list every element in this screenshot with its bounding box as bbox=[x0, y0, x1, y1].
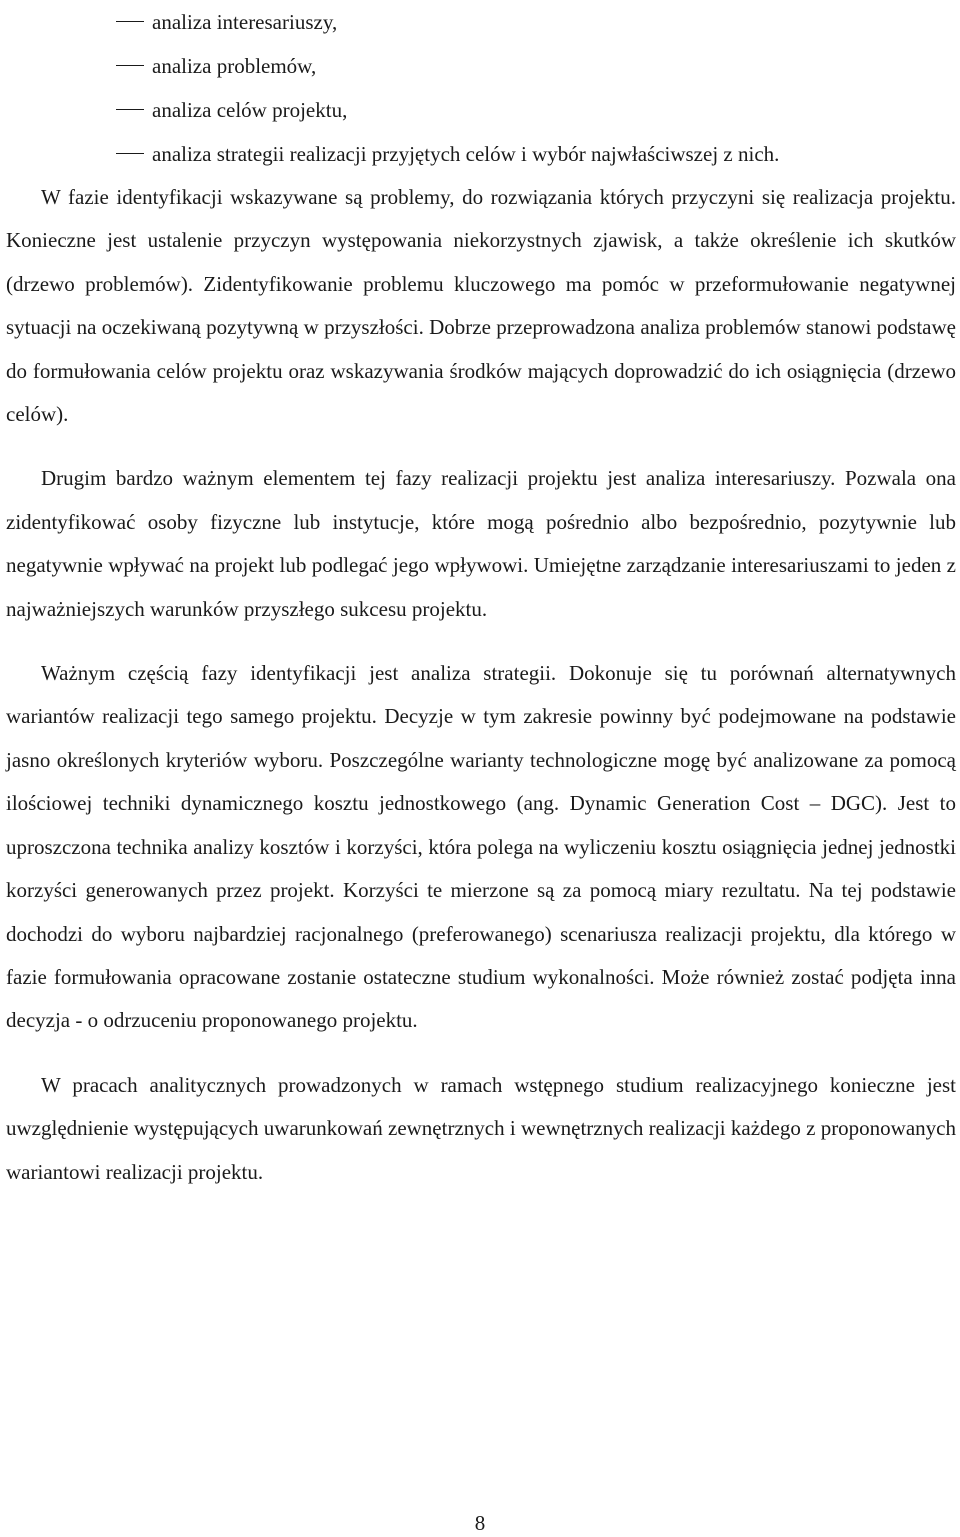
page-number: 8 bbox=[474, 1511, 486, 1535]
list-item-text: analiza interesariuszy, bbox=[152, 10, 338, 34]
list-item bbox=[6, 132, 956, 176]
dash-bullet-icon bbox=[116, 109, 144, 110]
paragraph-strategy-analysis: Ważnym częścią fazy identyfikacji jest analiza strategii. Dokonuje się tu porównań alternatywnych wariantów realizacji tego samego projektu. Decyzje w tym zakresie powinny być podejmowane na podstawie jasno określonych kryteriów wyboru. Poszczególne warianty technologiczne mogę być analizowane za pomocą ilościowej techniki dynamicznego kosztu jednostkowego (ang. Dynamic Generation Cost – DGC). Jest to uproszczona technika analizy kosztów i korzyści, która polega na wyliczeniu kosztu osiągnięcia jednej jednostki korzyści generowanych przez projekt. Korzyści te mierzone są za pomocą miary rezultatu. Na tej podstawie dochodzi do wyboru najbardziej racjonalnego (preferowanego) scenariusza realizacji projektu, dla którego w fazie formułowania opracowane zostanie ostateczne studium wykonalności. Może również zostać podjęta inna decyzja - o odrzuceniu proponowanego projektu. bbox=[6, 661, 956, 1033]
list-item bbox=[6, 0, 956, 44]
list-item-text: analiza problemów, bbox=[152, 54, 317, 78]
list-item-text: analiza celów projektu, bbox=[152, 98, 348, 122]
dash-bullet-icon bbox=[116, 21, 144, 22]
list-item bbox=[6, 44, 956, 88]
document-page bbox=[6, 0, 956, 1194]
paragraph-stakeholder-analysis: Drugim bardzo ważnym elementem tej fazy realizacji projektu jest analiza interesariuszy. Pozwala ona zidentyfikować osoby fizyczne lub instytucje, które mogą pośrednio albo bezpośrednio, pozytywnie lub negatywnie wpływać na projekt lub podlegać jego wpływowi. Umiejętne zarządzanie interesariuszami to jeden z najważniejszych warunków przyszłego sukcesu projektu. bbox=[6, 466, 956, 621]
paragraph-identification-phase: W fazie identyfikacji wskazywane są problemy, do rozwiązania których przyczyni się realizacja projektu. Konieczne jest ustalenie przyczyn występowania niekorzystnych zjawisk, a także określenie ich skutków (drzewo problemów). Zidentyfikowanie problemu kluczowego ma pomóc w przeformułowanie negatywnej sytuacji na oczekiwaną pozytywną w przyszłości. Dobrze przeprowadzona analiza problemów stanowi podstawę do formułowania celów projektu oraz wskazywania środków mających doprowadzić do ich osiągnięcia (drzewo celów). bbox=[6, 185, 956, 427]
list-item bbox=[6, 88, 956, 132]
dash-bullet-icon bbox=[116, 65, 144, 66]
list-item-text: analiza strategii realizacji przyjętych celów i wybór najwłaściwszej z nich. bbox=[152, 142, 780, 166]
bullet-list bbox=[6, 0, 956, 176]
dash-bullet-icon bbox=[116, 153, 144, 154]
paragraph-analytical-work: W pracach analitycznych prowadzonych w ramach wstępnego studium realizacyjnego konieczne jest uwzględnienie występujących uwarunkowań zewnętrznych i wewnętrznych realizacji każdego z proponowanych wariantowi realizacji projektu. bbox=[6, 1072, 956, 1184]
